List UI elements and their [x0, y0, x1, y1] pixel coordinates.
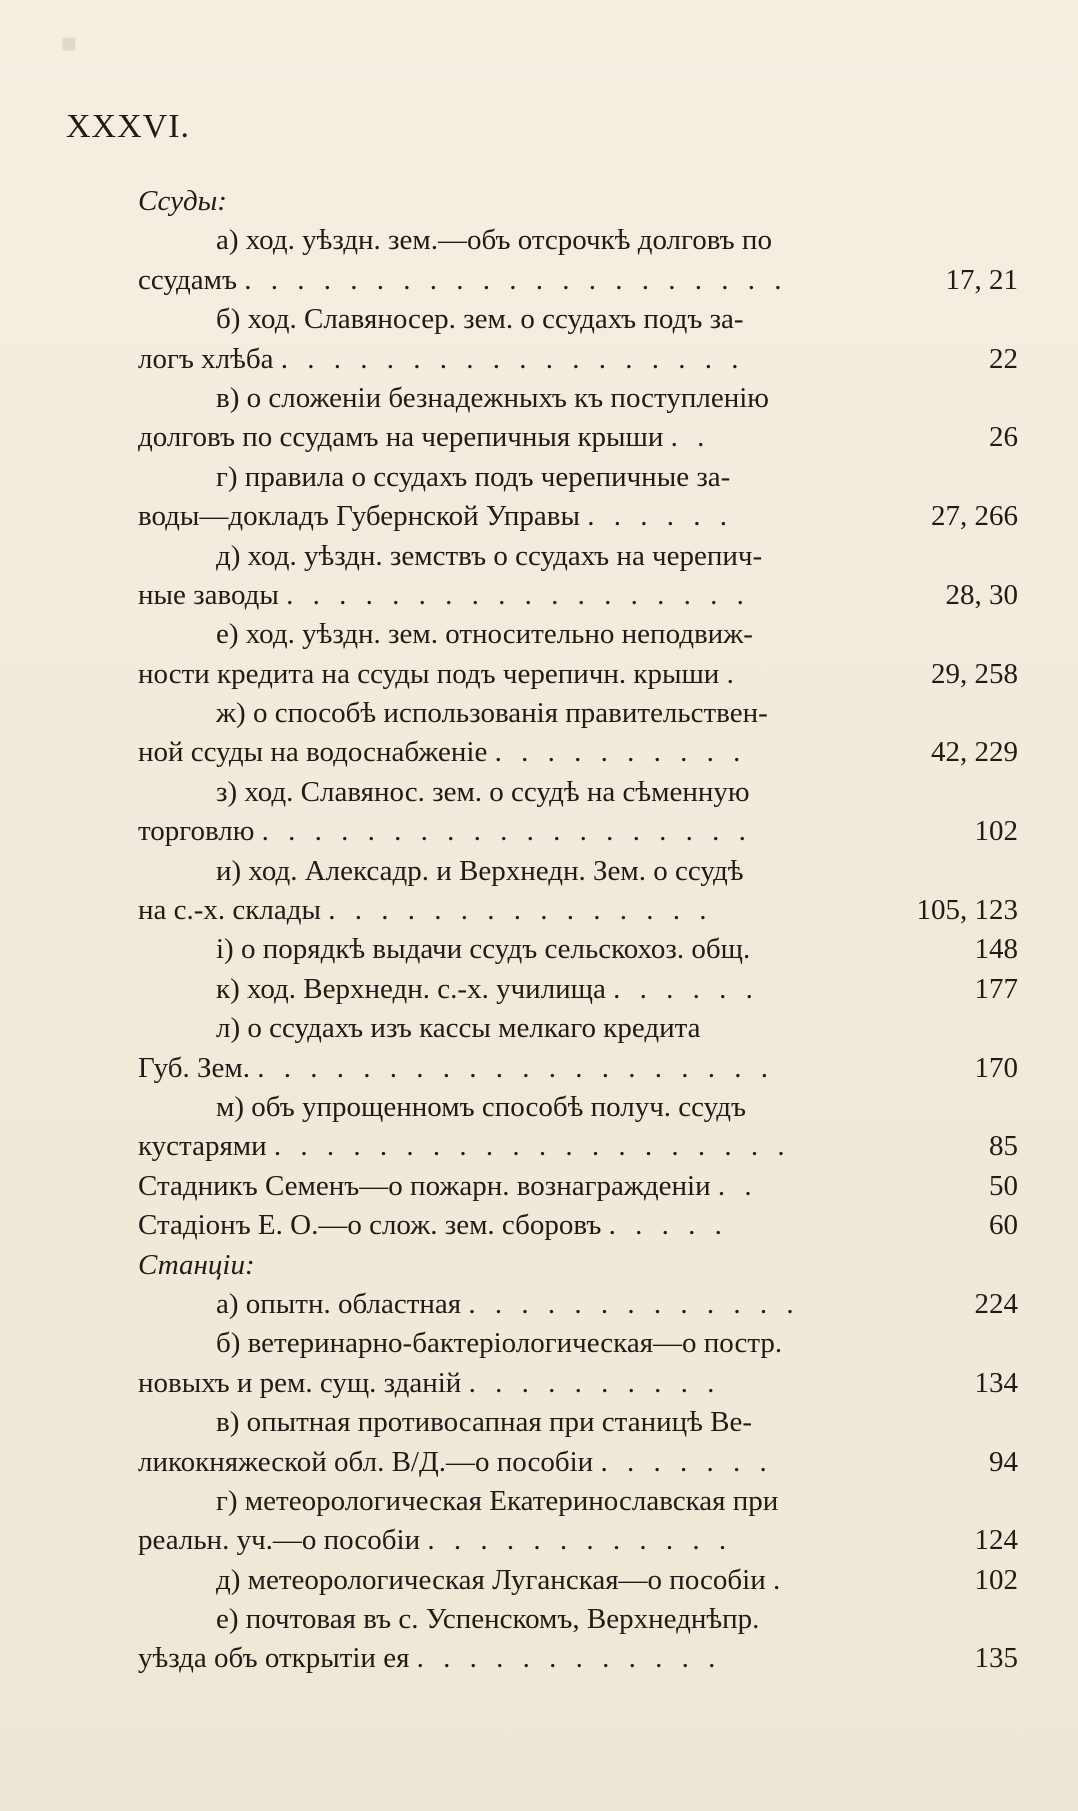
- index-line: [138, 852, 1018, 891]
- index-line-text: на с.-х. склады: [138, 894, 321, 927]
- index-line: [138, 1167, 1018, 1206]
- index-line: [138, 1364, 1018, 1403]
- page-reference: 60: [989, 1209, 1018, 1242]
- index-line: [138, 694, 1018, 733]
- index-line: [138, 1049, 1018, 1088]
- index-line: [138, 1521, 1018, 1560]
- page-reference: 85: [989, 1130, 1018, 1163]
- leader-dots: . . . . . . . . . . . . . . . . . .: [286, 578, 750, 611]
- index-line-text: б) ветеринарно-бактерiологическая—о постр.: [216, 1327, 783, 1360]
- index-line: [138, 1443, 1018, 1482]
- leader-dots: . . . . . . . . . . . .: [427, 1524, 733, 1557]
- index-line-text: а) опытн. областная: [216, 1287, 462, 1320]
- page-reference: 94: [989, 1445, 1018, 1478]
- index-line: [138, 300, 1018, 339]
- index-line-text: ликокняжеской обл. В/Д.—о пособiи: [138, 1445, 594, 1478]
- index-line: [138, 458, 1018, 497]
- index-line-text: д) метеорологическая Луганская—о пособiи: [216, 1563, 766, 1596]
- leader-dots: . . . . . . . . . . . . . . . . . . . .: [257, 1051, 775, 1084]
- index-line-text: новыхъ и рем. сущ. зданiй: [138, 1366, 462, 1399]
- leader-dots: . . . . . . . . . . . . . . . . . . . . .: [244, 263, 788, 296]
- index-line: [138, 970, 1018, 1009]
- page-reference: 148: [974, 933, 1018, 966]
- index-line: [138, 1639, 1018, 1678]
- leader-dots: . . . . . . . . . .: [468, 1366, 721, 1399]
- index-line: [138, 812, 1018, 851]
- leader-dots: . . . . . .: [587, 500, 733, 533]
- index-line-text: реальн. уч.—о пособiи: [138, 1524, 421, 1557]
- index-line: [138, 930, 1018, 969]
- index-line-text: Стадникъ Семенъ—о пожарн. вознагражденiи: [138, 1169, 711, 1202]
- index-line-text: Губ. Зем.: [138, 1051, 251, 1084]
- leader-dots: . . . . . . . . . . . . .: [468, 1287, 800, 1320]
- index-line-text: г) правила о ссудахъ подъ черепичные за-: [216, 460, 731, 493]
- index-line: [138, 615, 1018, 654]
- index-line-text: л) о ссудахъ изъ кассы мелкаго кредита: [216, 1012, 701, 1045]
- leader-dots: . . . . . . . . . .: [494, 736, 747, 769]
- index-line-text: ности кредита на ссуды подъ черепичн. крыши: [138, 657, 720, 690]
- index-line-text: ные заводы: [138, 578, 279, 611]
- leader-dots: . .: [717, 1169, 758, 1202]
- index-line: [138, 1403, 1018, 1442]
- leader-dots: . . . . . . . . . . . . . . .: [328, 894, 713, 927]
- index-line-text: в) о сложенiи безнадежныхъ къ поступленiю: [216, 381, 769, 414]
- index-line: [138, 221, 1018, 260]
- index-line: [138, 537, 1018, 576]
- index-line-text: д) ход. уѣздн. земствъ о ссудахъ на черепич-: [216, 539, 763, 572]
- index-line: [138, 340, 1018, 379]
- leader-dots: . . . . . . . . . . . . . . . . . .: [280, 342, 745, 375]
- page-reference: 50: [989, 1169, 1018, 1202]
- index-line-text: кустарями: [138, 1130, 267, 1163]
- index-line: [138, 1206, 1018, 1245]
- leader-dots: . .: [670, 421, 711, 454]
- index-line: [138, 497, 1018, 536]
- index-line: [138, 1561, 1018, 1600]
- leader-dots: . . . . . . . . . . . . . . . . . . .: [261, 815, 752, 848]
- index-line-text: а) ход. уѣздн. зем.—объ отсрочкѣ долговъ по: [216, 224, 772, 257]
- page-number: XXXVI.: [66, 108, 191, 145]
- index-line-text: в) опытная противосапная при станицѣ Ве-: [216, 1406, 753, 1439]
- index-line: [138, 1127, 1018, 1166]
- index-line-text: е) почтовая въ с. Успенскомъ, Верхнеднѣпр.: [216, 1603, 760, 1636]
- page-reference: 224: [974, 1287, 1018, 1320]
- index-line: [138, 1482, 1018, 1521]
- page-reference: 29, 258: [931, 657, 1018, 690]
- page-reference: 26: [989, 421, 1018, 454]
- page-reference: 22: [989, 342, 1018, 375]
- page-reference: 27, 266: [931, 500, 1018, 533]
- leader-dots: .: [773, 1563, 787, 1596]
- index-line: [138, 1246, 1018, 1285]
- page-reference: 134: [974, 1366, 1018, 1399]
- index-line: [138, 261, 1018, 300]
- leader-dots: .: [726, 657, 740, 690]
- index-line: [138, 379, 1018, 418]
- index-line: [138, 1088, 1018, 1127]
- index-line: [138, 1009, 1018, 1048]
- page-reference: 102: [974, 1563, 1018, 1596]
- index-line-text: и) ход. Алексадр. и Верхнедн. Зем. о ссудѣ: [216, 854, 744, 887]
- index-line-text: ссудамъ: [138, 263, 238, 296]
- index-line: [138, 418, 1018, 457]
- index-heading: Станцiи:: [138, 1248, 255, 1281]
- index-line-text: i) о порядкѣ выдачи ссудъ сельскохоз. общ.: [216, 933, 751, 966]
- index-line-text: уѣзда объ открытiи ея: [138, 1642, 410, 1675]
- leader-dots: . . . . . . .: [600, 1445, 773, 1478]
- index-line-text: логъ хлѣба: [138, 342, 274, 375]
- index-line-text: воды—докладъ Губернской Управы: [138, 500, 580, 533]
- index-line: [138, 1600, 1018, 1639]
- index-line-text: Стадiонъ Е. О.—о слож. зем. сборовъ: [138, 1209, 602, 1242]
- index-line-text: б) ход. Славяносер. зем. о ссудахъ подъ за-: [216, 303, 744, 336]
- index-line-text: долговъ по ссудамъ на черепичныя крыши: [138, 421, 664, 454]
- index-line-text: к) ход. Верхнедн. с.-х. училища: [216, 972, 606, 1005]
- leader-dots: . . . . . . . . . . . .: [416, 1642, 722, 1675]
- index-line: [138, 655, 1018, 694]
- leader-dots: . . . . . . . . . . . . . . . . . . . .: [273, 1130, 791, 1163]
- page-reference: 17, 21: [945, 263, 1018, 296]
- index-line: [138, 1285, 1018, 1324]
- index-line-text: ной ссуды на водоснабженiе: [138, 736, 488, 769]
- index-line-text: ж) о способѣ использованiя правительствен-: [216, 697, 768, 730]
- index-heading: Ссуды:: [138, 185, 227, 217]
- index-line: [138, 891, 1018, 930]
- leader-dots: . . . . .: [608, 1209, 728, 1242]
- page-reference: 124: [974, 1524, 1018, 1557]
- index-line: [138, 733, 1018, 772]
- index-line: [138, 576, 1018, 615]
- page-reference: 105, 123: [916, 894, 1018, 927]
- index-line: [138, 182, 1018, 221]
- index-line-text: торговлю: [138, 815, 255, 848]
- page-reference: 28, 30: [945, 578, 1018, 611]
- leader-dots: . . . . . .: [613, 972, 759, 1005]
- index-line-text: м) объ упрощенномъ способѣ получ. ссудъ: [216, 1090, 747, 1123]
- index-list: [138, 182, 1018, 1679]
- index-line-text: е) ход. уѣздн. зем. относительно неподвиж-: [216, 618, 753, 651]
- index-line: [138, 773, 1018, 812]
- page-reference: 170: [974, 1051, 1018, 1084]
- index-line: [138, 1324, 1018, 1363]
- index-line-text: г) метеорологическая Екатеринославская при: [216, 1484, 779, 1517]
- page-reference: 135: [974, 1642, 1018, 1675]
- page-reference: 177: [974, 972, 1018, 1005]
- page-reference: 102: [974, 815, 1018, 848]
- index-line-text: з) ход. Славянос. зем. о ссудѣ на сѣменную: [216, 775, 750, 808]
- page-reference: 42, 229: [931, 736, 1018, 769]
- bleed-through-text: ▪: [60, 28, 78, 58]
